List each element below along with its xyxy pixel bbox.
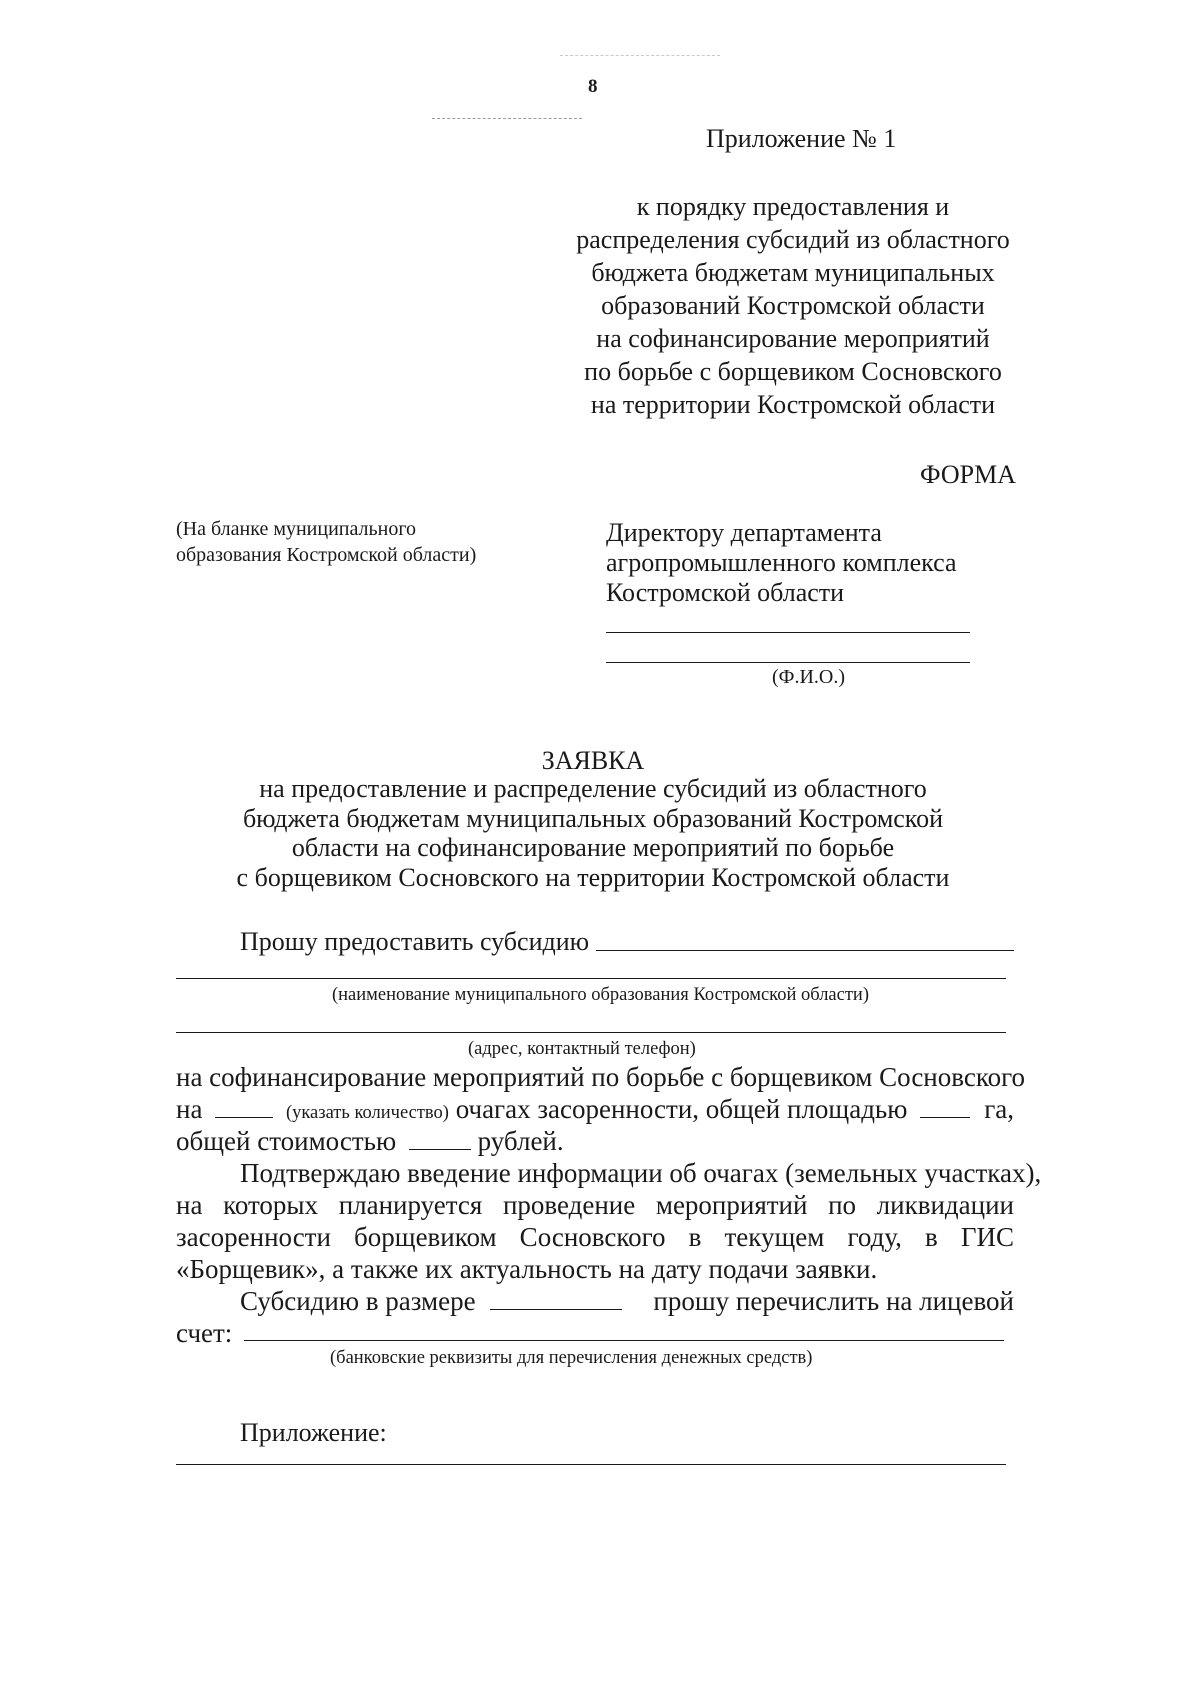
appendix-line: по борьбе с борщевиком Сосновского [584,357,1002,386]
letterhead-note [176,516,476,568]
word-na: на [176,1094,203,1124]
subsidy-amount-text: Субсидию в размере [240,1286,476,1316]
request-subtitle [0,774,1186,892]
transfer-text: прошу перечислить на лицевой [653,1286,1014,1316]
address-caption: (адрес, контактный телефон) [468,1039,696,1059]
appendix-text [548,190,1038,421]
appendix-line: распределения субсидий из областного [576,225,1010,254]
scan-artifact [432,118,582,119]
page-number: 8 [588,76,598,97]
foci-line [176,1092,1014,1126]
scan-artifact [560,55,720,56]
account-label: счет: [176,1318,233,1348]
fio-caption: (Ф.И.О.) [772,666,846,688]
appendix-line: бюджета бюджетам муниципальных [591,258,995,287]
addressee-line: Костромской области [606,578,845,607]
appendix-line: на территории Костромской области [590,390,996,419]
unit-rub: рублей. [477,1126,564,1156]
letterhead-line: (На бланке муниципального [176,518,417,540]
addressee-block [606,518,957,608]
request-subtitle-line: бюджета бюджетам муниципальных образований Костромской [242,803,944,833]
count-hint: (указать количество) [285,1103,449,1123]
appendix-title: Приложение № 1 [706,124,897,153]
addressee-line: Директору департамента [606,518,882,547]
foci-text: очагах засоренности, общей площадью [455,1094,908,1124]
addressee-line: агропромышленного комплекса [606,548,957,577]
attachment-line [176,1464,1006,1465]
request-subtitle-line: на предоставление и распределение субсидий из областного [259,774,927,803]
cost-line [176,1124,564,1158]
cost-text: общей стоимостью [176,1126,397,1156]
account-line [244,1340,1004,1341]
confirm-line: засоренности борщевиком Сосновского в текущем году, в ГИС [176,1222,1014,1252]
addressee-fio-line [606,662,970,663]
request-subtitle-line: с борщевиком Сосновского на территории Костромской области [236,862,950,892]
municipality-caption: (наименование муниципального образования Костромской области) [332,985,869,1005]
request-subtitle-line: области на софинансирование мероприятий по борьбе [291,833,895,862]
appendix-line: образований Костромской области [601,291,985,320]
appendix-line: к порядку предоставления и [636,192,950,221]
bank-caption: (банковские реквизиты для перечисления денежных средств) [330,1348,813,1368]
confirm-line: «Борщевик», а также их актуальность на дату подачи заявки. [176,1254,878,1284]
addressee-blank-line [606,632,970,633]
confirm-line: Подтверждаю введение информации об очагах (земельных участках), [240,1158,1042,1188]
amount-blank [490,1285,622,1310]
municipality-line [176,978,1006,979]
cofin-line: на софинансирование мероприятий по борьбе с борщевиком Сосновского [176,1062,1025,1092]
ask-subsidy-text: Прошу предоставить субсидию [240,927,590,956]
area-blank [920,1093,970,1118]
appendix-line: на софинансирование мероприятий [596,324,990,353]
count-blank [215,1093,273,1118]
request-title: ЗАЯВКА [541,746,645,775]
subsidy-amount-line [240,1284,1014,1318]
form-label: ФОРМА [920,460,1016,489]
subsidy-blank [596,950,1014,951]
unit-ha: га, [984,1094,1014,1124]
letterhead-line: образования Костромской области) [176,544,477,566]
confirm-line: на которых планируется проведение мероприятий по ликвидации [176,1190,1014,1220]
address-line [176,1032,1006,1033]
cost-blank [409,1125,471,1150]
attachment-label: Приложение: [240,1418,387,1447]
